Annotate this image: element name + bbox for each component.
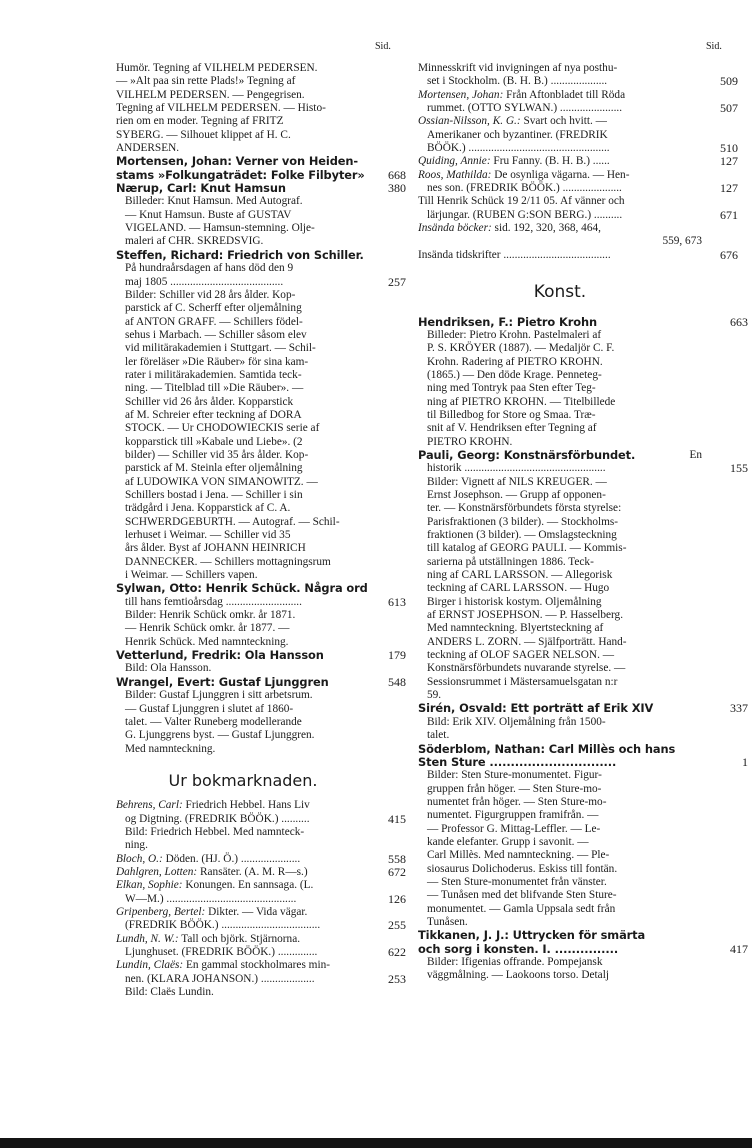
entry-description-line: sarierna på utställningen 1886. Teck- bbox=[427, 555, 594, 568]
entry-description-line: P. S. KRÖYER (1887). — Medaljör C. F. bbox=[427, 342, 615, 355]
entry-description-line: Krohn. Radering af PIETRO KROHN. bbox=[427, 355, 603, 368]
entry-description-line: Billeder: Knut Hamsun. Med Autograf. bbox=[125, 195, 303, 208]
author-name: Mortensen, Johan: bbox=[418, 88, 504, 101]
book-review-entry bbox=[116, 905, 406, 933]
entry-description-line: fraktionen (3 bilder). — Omslagsteckning bbox=[427, 529, 617, 541]
section-title-ur-bokmarknaden: Ur bokmarknaden. bbox=[168, 770, 318, 790]
entry-description-line: til Billedbog for Store og Smaa. Træ- bbox=[427, 408, 596, 421]
entry-description-line: till hans femtioårsdag ........................... bbox=[125, 595, 302, 608]
title-text: Fru Fanny. (B. H. B.) ...... bbox=[490, 155, 610, 168]
book-review-entry bbox=[418, 168, 738, 196]
entry-description-line: väggmålning. — Laokoons torso. Detalj bbox=[427, 969, 609, 982]
entry-description-line: maj 1805 ........................................ bbox=[125, 275, 284, 288]
index-entry bbox=[116, 581, 406, 649]
entry-description-line: maleri af CHR. SKREDSVIG. bbox=[125, 235, 264, 248]
book-review-line: BÖÖK.) .................................................. bbox=[427, 142, 610, 155]
entry-description-line: sehus i Marbach. — Schiller såsom elev bbox=[125, 328, 307, 341]
entry-description-line: Schiller vid 26 års ålder. Kopparstick bbox=[125, 395, 294, 408]
page-number: 676 bbox=[720, 247, 738, 262]
entry-description-line: numentet. Figurgruppen framifrån. — bbox=[427, 809, 599, 822]
entry-description-line: rater i militärakademien. Samtida teck- bbox=[125, 368, 302, 381]
page-number: 672 bbox=[388, 864, 406, 879]
title-text: En gammal stockholmares min- bbox=[183, 959, 330, 972]
book-review-entry bbox=[116, 799, 406, 852]
book-review-line: og Digtning. (FREDRIK BÖÖK.) .......... bbox=[125, 812, 310, 825]
author-name: Gripenberg, Bertel: bbox=[116, 905, 206, 918]
book-review-entry bbox=[418, 62, 738, 89]
entry-heading: Mortensen, Johan: Verner von Heiden- bbox=[116, 154, 359, 169]
entry-description-line: teckning af OLOF SAGER NELSON. — bbox=[427, 649, 615, 662]
author-name: Roos, Mathilda: bbox=[418, 168, 492, 181]
entry-heading-continued: och sorg i konsten. I. ............... bbox=[418, 941, 619, 956]
book-review-line: (FREDRIK BÖÖK.) ................................... bbox=[125, 919, 321, 932]
entry-description-line: talet. — Valter Runeberg modellerande bbox=[125, 715, 302, 728]
page-number: 613 bbox=[388, 594, 406, 609]
entry-heading: Wrangel, Evert: Gustaf Ljunggren bbox=[116, 674, 329, 689]
book-review-line bbox=[418, 222, 702, 235]
book-review-line bbox=[418, 169, 702, 182]
page-number: 510 bbox=[720, 141, 738, 156]
art-index-entry bbox=[418, 701, 748, 742]
entry-description-line: ning. — Titelblad till »Die Räuber». — bbox=[125, 382, 304, 395]
book-review-entry bbox=[418, 115, 738, 156]
entry-heading: Söderblom, Nathan: Carl Millès och hans bbox=[418, 741, 676, 756]
entry-description-line: af ANTON GRAFF. — Schillers födel- bbox=[125, 315, 303, 328]
author-name: Bloch, O.: bbox=[116, 852, 163, 865]
entry-description-line: siosaurus Dolichoderus. Eskiss till fontän. bbox=[427, 862, 618, 875]
book-review-line bbox=[116, 866, 370, 879]
entry-description-line: i Weimar. — Schillers vapen. bbox=[125, 569, 258, 582]
book-review-line: nes son. (FREDRIK BÖÖK.) ..................... bbox=[427, 182, 622, 195]
book-review-line bbox=[418, 155, 702, 168]
text-line: Tegning af VILHELM PEDERSEN. — Histo- bbox=[116, 102, 326, 115]
entry-description-line: Carl Millès. Med namnteckning. — Ple- bbox=[427, 849, 610, 862]
entry-description-line: Med namnteckning. Blyertsteckning af bbox=[427, 622, 604, 635]
page-number: 622 bbox=[388, 945, 406, 959]
title-text: Svart och hvitt. — bbox=[520, 115, 607, 128]
page-number: 668 bbox=[388, 167, 406, 182]
page-column-header-left: Sid. bbox=[375, 41, 391, 52]
entry-description-line: talet. bbox=[427, 729, 450, 742]
entry-description-line: — Henrik Schück omkr. år 1877. — bbox=[125, 622, 290, 635]
entry-description-line: Bilder: Gustaf Ljunggren i sitt arbetsrum. bbox=[125, 689, 313, 702]
entry-heading: Steffen, Richard: Friedrich von Schiller. bbox=[116, 247, 364, 262]
entry-description-line: gruppen från höger. — Sten Sture-mo- bbox=[427, 782, 602, 795]
entry-heading: Hendriksen, F.: Pietro Krohn bbox=[418, 314, 597, 329]
entry-description-line: Parisfraktionen (3 bilder). — Stockholms- bbox=[427, 515, 619, 528]
author-name: Behrens, Carl: bbox=[116, 799, 183, 812]
text-line: Humör. Tegning af VILHELM PEDERSEN. bbox=[116, 62, 318, 74]
entry-description-line: På hundraårsdagen af hans död den 9 bbox=[125, 262, 294, 275]
art-index-entry bbox=[418, 928, 748, 982]
book-review-line: Amerikaner och byzantiner. (FREDRIK bbox=[427, 128, 608, 141]
entry-description-line: Birger i historisk kostym. Oljemålning bbox=[427, 595, 602, 608]
entry-description-line: bilder) — Schiller vid 35 års ålder. Kop- bbox=[125, 448, 309, 461]
index-entry bbox=[116, 247, 406, 583]
title-text: Från Aftonbladet till Röda bbox=[503, 88, 626, 101]
author-name: Elkan, Sophie: bbox=[116, 879, 183, 892]
book-review-line: Insända tidskrifter ...................................... bbox=[418, 248, 611, 261]
entry-description-line: Sessionsrummet i Mästersamuelsgatan n:r bbox=[427, 675, 618, 688]
art-index-entry bbox=[418, 447, 748, 703]
entry-description-line: ter. — Konstnärsförbundets första styrelse: bbox=[427, 502, 622, 515]
page-number: 548 bbox=[388, 674, 406, 689]
entry-heading: Nærup, Carl: Knut Hamsun bbox=[116, 181, 286, 196]
entry-description-line: Bilder: Henrik Schück omkr. år 1871. bbox=[125, 609, 296, 622]
author-name: Lundh, N. W.: bbox=[116, 932, 179, 945]
art-index-entry bbox=[418, 314, 748, 449]
book-review-line bbox=[418, 89, 702, 102]
index-entry bbox=[116, 648, 406, 676]
page-number: 127 bbox=[720, 154, 738, 169]
book-review-entry bbox=[418, 247, 738, 262]
entry-description-line: numentet från höger. — Sten Sture-mo- bbox=[427, 795, 607, 808]
entry-description-line: af M. Schreier efter teckning af DORA bbox=[125, 408, 302, 421]
page-number: 337 bbox=[730, 701, 748, 716]
book-review-line bbox=[116, 853, 370, 866]
entry-description-line: Konstnärsförbundets nuvarande styrelse. — bbox=[427, 662, 626, 675]
page-number: 155 bbox=[730, 461, 748, 476]
page-number: 509 bbox=[720, 74, 738, 89]
entry-description-line: kopparstick till »Kabale und Liebe». (2 bbox=[125, 435, 303, 448]
book-review-entry bbox=[418, 195, 738, 222]
book-review-line bbox=[116, 959, 370, 972]
entry-heading-tail: En bbox=[689, 448, 702, 461]
page-number: 558 bbox=[388, 851, 406, 866]
entry-description-line: DANNECKER. — Schillers mottagningsrum bbox=[125, 555, 331, 568]
page-number: 380 bbox=[388, 181, 406, 196]
bottom-border bbox=[0, 1138, 752, 1148]
entry-description-line: Henrik Schück. Med namnteckning. bbox=[125, 635, 289, 648]
author-name: Dahlgren, Lotten: bbox=[116, 865, 198, 878]
index-entry bbox=[116, 674, 406, 756]
author-name: Ossian-Nilsson, K. G.: bbox=[418, 115, 521, 128]
book-review-line: 559, 673 bbox=[662, 235, 702, 248]
book-review-line: Bild: Claës Lundin. bbox=[125, 986, 214, 999]
entry-description-line: — Tunåsen med det blifvande Sten Sture- bbox=[427, 889, 617, 902]
entry-description-line: monumentet. — Gamla Uppsala sedt från bbox=[427, 902, 616, 915]
author-name: Insända böcker: bbox=[418, 222, 492, 235]
book-review-entry bbox=[116, 864, 406, 879]
book-review-line bbox=[116, 799, 370, 812]
entry-description-line: G. Ljunggrens byst. — Gustaf Ljunggren. bbox=[125, 729, 315, 742]
entry-description-line: STOCK. — Ur CHODOWIECKIS serie af bbox=[125, 422, 320, 435]
book-review-line: ning. bbox=[125, 839, 148, 852]
page-number: 255 bbox=[388, 918, 406, 933]
art-index-entry bbox=[418, 741, 748, 930]
entry-description-line: ning med Tontryk paa Sten efter Teg- bbox=[427, 382, 596, 395]
book-review-line: Till Henrik Schück 19 2/11 05. Af vänner och bbox=[418, 195, 625, 208]
book-review-entry bbox=[116, 959, 406, 999]
entry-description-line: Bilder: Ifigenias offrande. Pompejansk bbox=[427, 956, 603, 968]
entry-heading: Vetterlund, Fredrik: Ola Hansson bbox=[116, 648, 324, 663]
text-line: ANDERSEN. bbox=[116, 142, 180, 155]
entry-description-line: — Knut Hamsun. Buste af GUSTAV bbox=[125, 208, 292, 221]
book-review-line: lärjungar. (RUBEN G:SON BERG.) .......... bbox=[427, 208, 623, 221]
entry-description-line: Schillers bostad i Jena. — Schiller i sin bbox=[125, 489, 303, 501]
entry-description-line: Bilder: Schiller vid 28 års ålder. Kop- bbox=[125, 288, 296, 301]
left-column bbox=[116, 62, 406, 999]
book-review-entry bbox=[418, 222, 702, 249]
page-column-header-right: Sid. bbox=[706, 41, 722, 52]
index-entry bbox=[116, 154, 406, 182]
right-column bbox=[418, 62, 748, 983]
index-entry bbox=[116, 181, 406, 249]
page-number: 253 bbox=[388, 971, 406, 986]
book-review-line: nen. (KLARA JOHANSON.) ................... bbox=[125, 972, 315, 985]
entry-description-line: ning af CARL LARSSON. — Allegorisk bbox=[427, 569, 613, 582]
entry-description-line: 59. bbox=[427, 689, 442, 702]
entry-description-line: (1865.) — Den döde Krage. Penneteg- bbox=[427, 368, 602, 381]
entry-description-line: historik .................................................. bbox=[427, 462, 606, 475]
entry-description-line: Med namnteckning. bbox=[125, 742, 216, 755]
title-text: Ransäter. (A. M. R—s.) bbox=[197, 865, 308, 878]
page-number: 671 bbox=[720, 207, 738, 222]
page-number: 179 bbox=[388, 648, 406, 663]
entry-description-line: till katalog af GEORG PAULI. — Kommis- bbox=[427, 542, 627, 555]
page-number: 126 bbox=[388, 891, 406, 906]
title-text: sid. 192, 320, 368, 464, bbox=[491, 222, 601, 235]
book-review-line: Minnesskrift vid invigningen af nya posthu- bbox=[418, 62, 618, 74]
book-review-line: Bild: Friedrich Hebbel. Med namnteck- bbox=[125, 825, 305, 838]
book-review-line: W—M.) .............................................. bbox=[125, 892, 297, 905]
book-review-entry bbox=[116, 932, 406, 960]
entry-heading: Pauli, Georg: Konstnärsförbundet. bbox=[418, 447, 636, 462]
book-review-line bbox=[116, 879, 370, 892]
page-number: 417 bbox=[730, 941, 748, 956]
entry-description-line: trädgård i Jena. Kopparstick af C. A. bbox=[125, 502, 291, 515]
entry-description-line: teckning af CARL LARSSON. — Hugo bbox=[427, 582, 610, 595]
page-number: 1 bbox=[742, 754, 748, 769]
text-line: VILHELM PEDERSEN. — Pengegrisen. bbox=[116, 88, 305, 101]
entry-description-line: snit af V. Hendriksen efter Tegning af bbox=[427, 422, 597, 435]
page-number: 127 bbox=[720, 181, 738, 196]
author-name: Quiding, Annie: bbox=[418, 155, 491, 168]
entry-description-line: Billeder: Pietro Krohn. Pastelmaleri af bbox=[427, 328, 602, 341]
book-review-line bbox=[116, 933, 370, 946]
entry-heading-continued: Sten Sture .............................. bbox=[418, 754, 617, 769]
title-text: Friedrich Hebbel. Hans Liv bbox=[182, 799, 310, 812]
entry-description-line: kande elefanter. Grupp i savonit. — bbox=[427, 835, 589, 848]
author-name: Lundin, Claës: bbox=[116, 959, 184, 972]
entry-description-line: parstick af M. Steinla efter oljemålning bbox=[125, 462, 303, 475]
page-number: 257 bbox=[388, 274, 406, 289]
book-review-line bbox=[418, 115, 702, 128]
page-number: 663 bbox=[730, 314, 748, 329]
entry-heading: Sirén, Osvald: Ett porträtt af Erik XIV bbox=[418, 701, 654, 716]
entry-description-line: PIETRO KROHN. bbox=[427, 435, 513, 448]
entry-description-line: Bild: Erik XIV. Oljemålning från 1500- bbox=[427, 715, 606, 728]
book-review-entry bbox=[116, 851, 406, 866]
book-review-entry bbox=[116, 879, 406, 906]
entry-description-line: Bilder: Sten Sture-monumentet. Figur- bbox=[427, 769, 602, 782]
entry-description-line: vid militärakademien i Stuttgart. — Schil- bbox=[125, 342, 316, 355]
entry-description-line: af ERNST JOSEPHSON. — P. Hasselberg. bbox=[427, 609, 624, 622]
entry-description-line: VIGELAND. — Hamsun-stemning. Olje- bbox=[125, 222, 315, 235]
book-review-line: rummet. (OTTO SYLWAN.) ...................... bbox=[427, 102, 623, 115]
title-text: Tall och björk. Stjärnorna. bbox=[178, 932, 301, 945]
entry-description-line: Ernst Josephson. — Grupp af opponen- bbox=[427, 488, 606, 501]
entry-heading: Sylwan, Otto: Henrik Schück. Några ord bbox=[116, 581, 368, 596]
entry-description-line: Tunåsen. bbox=[427, 915, 468, 928]
title-text: Dikter. — Vida vägar. bbox=[205, 905, 308, 918]
text-line: — »Alt paa sin rette Plads!» Tegning af bbox=[116, 75, 296, 88]
book-review-entry bbox=[418, 154, 738, 169]
book-review-line bbox=[116, 906, 370, 919]
entry-description-line: ler föreläser »Die Räuber» för sina kam- bbox=[125, 355, 309, 368]
entry-description-line: SCHWERDGEBURTH. — Autograf. — Schil- bbox=[125, 515, 340, 528]
title-text: Konungen. En sannsaga. (L. bbox=[182, 879, 314, 892]
entry-heading-continued: stams »Folkungaträdet: Folke Filbyter» bbox=[116, 167, 365, 182]
entry-description-line: parstick af C. Scherff efter oljemålning bbox=[125, 302, 302, 315]
page-number: 507 bbox=[720, 101, 738, 116]
entry-description-line: Bilder: Vignett af NILS KREUGER. — bbox=[427, 475, 607, 488]
entry-description-line: — Sten Sture-monumentet från vänster. bbox=[427, 875, 607, 888]
book-review-entry bbox=[418, 88, 738, 116]
entry-heading: Tikkanen, J. J.: Uttrycken för smärta bbox=[418, 928, 646, 943]
entry-description-line: Bild: Ola Hansson. bbox=[125, 662, 212, 675]
page-number: 415 bbox=[388, 811, 406, 826]
entry-description-line: års ålder. Byst af JOHANN HEINRICH bbox=[125, 542, 306, 555]
entry-description-line: ning af PIETRO KROHN. — Titelbillede bbox=[427, 395, 616, 408]
book-review-line: set i Stockholm. (B. H. B.) .................... bbox=[427, 75, 608, 88]
text-line: rien om en moder. Tegning af FRITZ bbox=[116, 115, 284, 128]
entry-description-line: — Gustaf Ljunggren i slutet af 1860- bbox=[125, 702, 294, 715]
entry-description-line: af LUDOWIKA VON SIMANOWITZ. — bbox=[125, 475, 318, 488]
title-text: De osynliga vägarna. — Hen- bbox=[491, 168, 630, 181]
title-text: Döden. (HJ. Ö.) ..................... bbox=[162, 852, 301, 865]
section-title-konst: Konst. bbox=[533, 282, 587, 303]
entry-description-line: ANDERS L. ZORN. — Själfporträtt. Hand- bbox=[427, 635, 627, 648]
entry-description-line: — Professor G. Mittag-Leffler. — Le- bbox=[427, 822, 601, 835]
text-line: SYBERG. — Silhouet klippet af H. C. bbox=[116, 128, 291, 141]
book-review-line: Ljunghuset. (FREDRIK BÖÖK.) .............. bbox=[125, 946, 318, 958]
entry-description-line: lerhuset i Weimar. — Schiller vid 35 bbox=[125, 529, 291, 542]
